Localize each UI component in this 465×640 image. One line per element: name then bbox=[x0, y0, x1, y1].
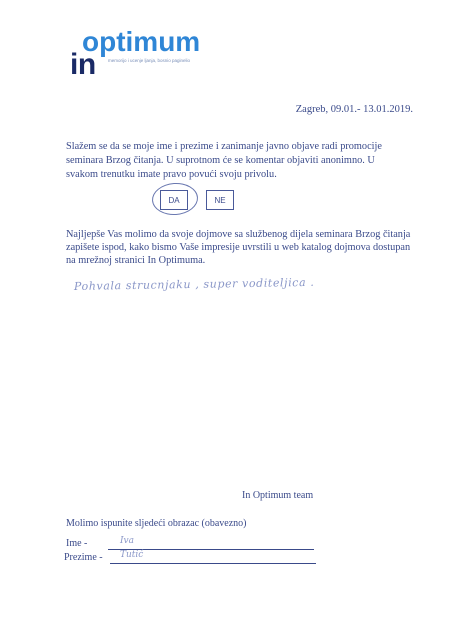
seminar-date: Zagreb, 09.01.- 13.01.2019. bbox=[295, 104, 413, 115]
prezime-underline bbox=[110, 563, 316, 564]
prezime-label: Prezime - bbox=[64, 552, 103, 563]
ime-value[interactable]: Iva bbox=[120, 536, 135, 546]
consent-paragraph: Slažem se da se moje ime i prezime i zanimanje javno objave radi promocije seminara Brzog čitanja. U suprotnom će se komentar objaviti anonimno. U svakom trenutku imate pravo povući svoju privolu. bbox=[66, 141, 382, 180]
prezime-value[interactable]: Tutić bbox=[120, 550, 144, 560]
logo-tagline: memorijo i ucenje ljanja, bosnio paginelio bbox=[108, 58, 191, 63]
logo-in-text: in bbox=[70, 48, 96, 81]
ime-label: Ime - bbox=[66, 538, 88, 549]
form-title: Molimo ispunite sljedeći obrazac (obavezno) bbox=[66, 518, 247, 529]
in-optimum-logo bbox=[70, 28, 240, 82]
handwritten-comment: Pohvala strucnjaku , super voditeljica . bbox=[73, 275, 315, 293]
consent-ne-box[interactable]: NE bbox=[206, 190, 234, 210]
consent-da-box[interactable]: DA bbox=[160, 190, 188, 210]
logo-optimum-text: optimum bbox=[82, 26, 201, 57]
impressions-request-paragraph: Najljepše Vas molimo da svoje dojmove sa službenog dijela seminara Brzog čitanja zapišete ispod, kako bismo Vaše impresije uvrstili u web katalog dojmova dostupan na mrežnoj stranici In Optimuma. bbox=[66, 229, 411, 266]
team-signature: In Optimum team bbox=[242, 490, 314, 501]
